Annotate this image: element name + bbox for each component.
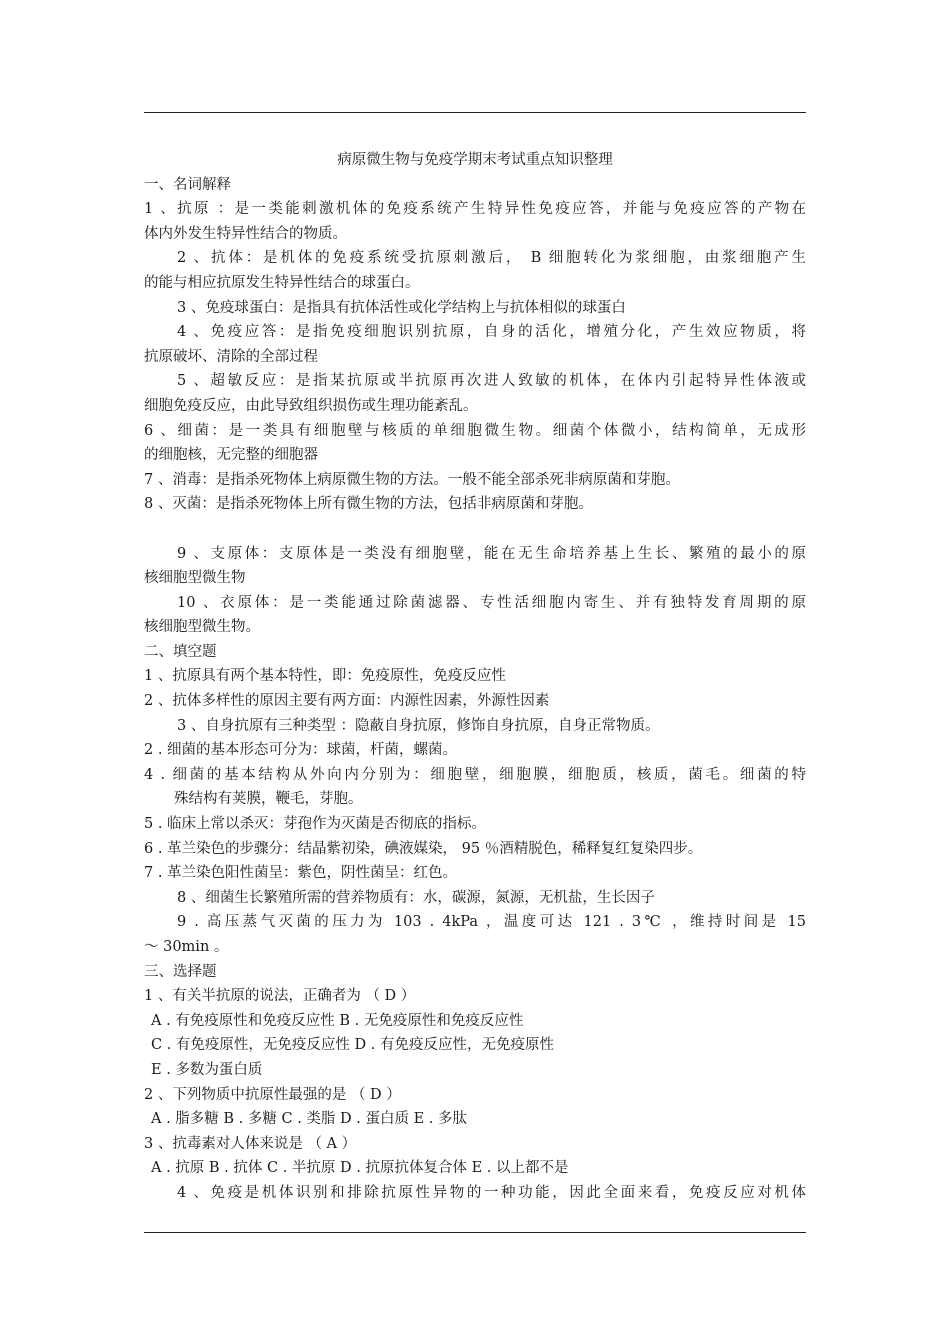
- text-line: A . 脂多糖 B . 多糖 C . 类脂 D . 蛋白质 E . 多肽: [151, 1111, 468, 1128]
- text-line: 4 . 细菌的基本结构从外向内分别为：细胞壁，细胞膜，细胞质，核质，菌毛。细菌的特: [144, 766, 806, 783]
- text-line: 一、名词解释: [144, 176, 231, 193]
- text-line: 6 . 革兰染色的步骤分：结晶紫初染，碘液媒染， 95 ％酒精脱色，稀释复红复染四步。: [144, 840, 703, 857]
- header-rule: [144, 112, 806, 113]
- text-line: 8 、细菌生长繁殖所需的营养物质有：水，碳源，氮源，无机盐，生长因子: [177, 889, 655, 906]
- text-line: 2 、抗体：是机体的免疫系统受抗原刺激后， B 细胞转化为浆细胞，由浆细胞产生: [177, 250, 806, 267]
- text-line: 核细胞型微生物: [144, 570, 246, 587]
- text-line: 3 、抗毒素对人体来说是 （ A ）: [144, 1135, 357, 1152]
- text-line: 5 . 临床上常以杀灭：芽孢作为灭菌是否彻底的指标。: [144, 816, 487, 833]
- text-line: A . 有免疫原性和免疫反应性 B . 无免疫原性和免疫反应性: [151, 1012, 524, 1029]
- text-line: 4 、免疫应答：是指免疫细胞识别抗原，自身的活化，增殖分化，产生效应物质，将: [177, 324, 806, 341]
- footer-rule: [144, 1232, 806, 1233]
- text-line: C . 有免疫原性，无免疫反应性 D . 有免疫反应性，无免疫原性: [151, 1037, 554, 1054]
- text-line: 二、填空题: [144, 643, 217, 660]
- text-line: 细胞免疫反应，由此导致组织损伤或生理功能紊乱。: [144, 397, 478, 414]
- text-line: 体内外发生特异性结合的物质。: [144, 225, 347, 242]
- text-line: 1 、有关半抗原的说法，正确者为 （ D ）: [144, 988, 416, 1005]
- text-line: 5 、超敏反应：是指某抗原或半抗原再次进人致敏的机体，在体内引起特异性体液或: [177, 373, 806, 390]
- text-line: 1 、抗原具有两个基本特性，即：免疫原性，免疫反应性: [144, 668, 506, 685]
- text-line: 的细胞核，无完整的细胞器: [144, 447, 318, 464]
- text-line: 2 、抗体多样性的原因主要有两方面：内源性因素，外源性因素: [144, 693, 550, 710]
- text-line: 2 、下列物质中抗原性最强的是 （ D ）: [144, 1086, 401, 1103]
- document-body: [144, 148, 806, 1206]
- text-line: 的能与相应抗原发生特异性结合的球蛋白。: [144, 274, 420, 291]
- text-line: 抗原破坏、清除的全部过程: [144, 348, 318, 365]
- text-line: 4 、免疫是机体识别和排除抗原性异物的一种功能，因此全面来看，免疫反应对机体: [177, 1184, 806, 1201]
- text-line: 2 . 细菌的基本形态可分为：球菌，杆菌，螺菌。: [144, 742, 458, 759]
- text-line: A . 抗原 B . 抗体 C . 半抗原 D . 抗原抗体复合体 E . 以上都不是: [151, 1160, 569, 1177]
- text-line: 核细胞型微生物。: [144, 619, 260, 636]
- text-line: 3 、免疫球蛋白：是指具有抗体活性或化学结构上与抗体相似的球蛋白: [177, 299, 626, 316]
- text-line: 9 、支原体：支原体是一类没有细胞壁，能在无生命培养基上生长、繁殖的最小的原: [177, 545, 806, 562]
- text-line: 6 、细菌：是一类具有细胞壁与核质的单细胞微生物。细菌个体微小，结构简单，无成形: [144, 422, 806, 439]
- text-line: 7 . 革兰染色阳性菌呈：紫色，阴性菌呈：红色。: [144, 865, 458, 882]
- text-line: [144, 517, 806, 542]
- text-line: 3 、自身抗原有三种类型 ：隐蔽自身抗原，修饰自身抗原，自身正常物质。: [177, 717, 660, 734]
- text-line: 10 、衣原体：是一类能通过除菌滤器、专性活细胞内寄生、并有独特发育周期的原: [177, 594, 806, 611]
- text-line: 1 、抗原 ：是一类能刺激机体的免疫系统产生特异性免疫应答，并能与免疫应答的产物在: [144, 201, 806, 218]
- text-line: 三、选择题: [144, 963, 217, 980]
- text-line: E . 多数为蛋白质: [151, 1061, 263, 1078]
- document-title: 病原微生物与免疫学期末考试重点知识整理: [337, 152, 613, 168]
- text-line: 殊结构有荚膜，鞭毛，芽胞。: [174, 791, 363, 808]
- text-line: 7 、消毒：是指杀死物体上病原微生物的方法。一般不能全部杀死非病原菌和芽胞。: [144, 471, 680, 488]
- text-line: ～ 30min 。: [144, 939, 229, 955]
- text-line: 8 、灭菌：是指杀死物体上所有微生物的方法，包括非病原菌和芽胞。: [144, 496, 593, 513]
- text-line: 9 . 高压蒸气灭菌的压力为 103 . 4kPa ，温度可达 121 . 3℃ ，维持时间是 15: [177, 914, 806, 931]
- document-lines: [144, 173, 806, 1206]
